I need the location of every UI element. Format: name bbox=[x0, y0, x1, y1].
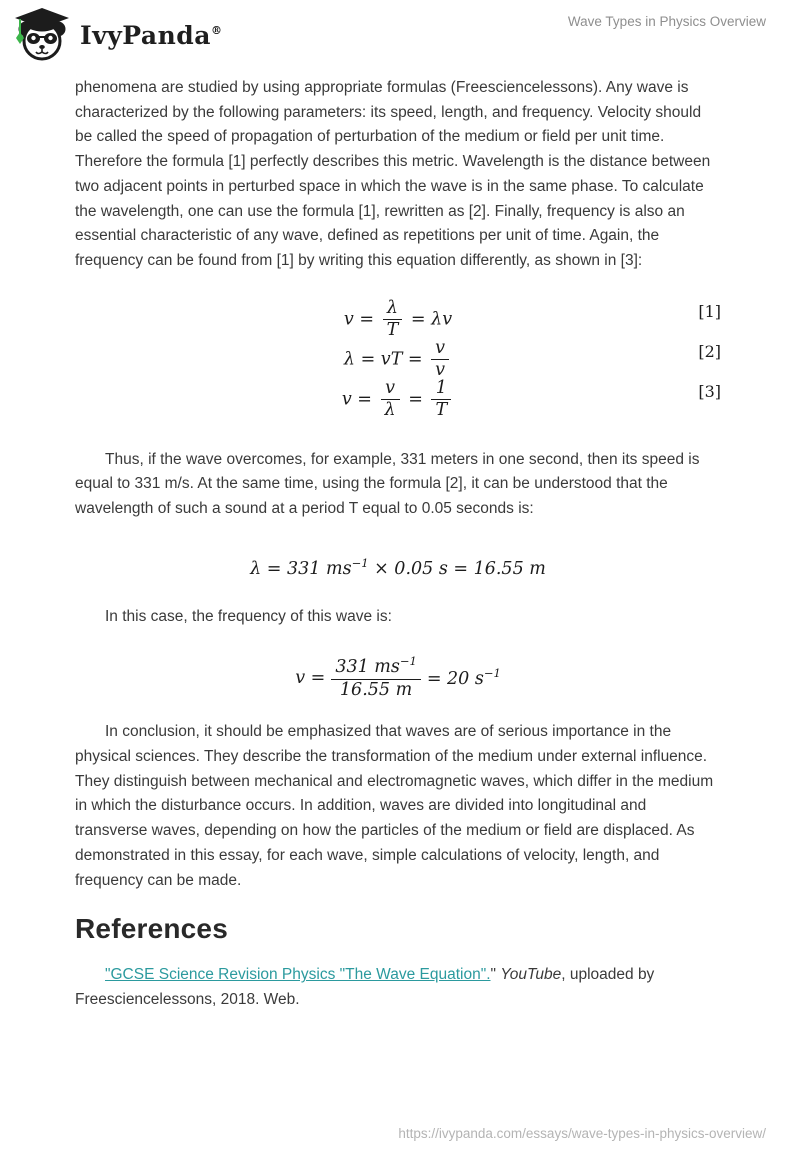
equation-block bbox=[75, 297, 721, 421]
fraction: $\frac{1}{T}$ bbox=[431, 379, 451, 421]
equation-2 bbox=[75, 337, 721, 381]
fraction: $\frac{v}{v}$ bbox=[431, 339, 449, 381]
reference-entry bbox=[75, 963, 721, 1012]
equation-3 bbox=[75, 377, 721, 421]
equation-1-label: [1] bbox=[698, 301, 721, 321]
equation-2-body: λ = vT = $\frac{v}{v}$ bbox=[344, 339, 452, 381]
registered-mark: ® bbox=[210, 23, 223, 37]
reference-link[interactable]: "GCSE Science Revision Physics "The Wave Equation". bbox=[105, 966, 491, 984]
equation-3-label: [3] bbox=[698, 381, 721, 401]
equation-3-body: v = $\frac{v}{\lambda}$ = $\frac{1}{T}$ bbox=[342, 379, 454, 421]
fraction: $\frac{v}{\lambda}$ bbox=[381, 379, 400, 421]
fraction: $\frac{\lambda}{T}$ bbox=[383, 299, 403, 341]
paragraph-speed-example: Thus, if the wave overcomes, for example, 331 meters in one second, then its speed is equal to 331 m/s. At the same time, using the formula [2], it can be understood that the wavelength of such a sound at a period T equal to 0.05 seconds is: bbox=[75, 450, 700, 518]
article-body bbox=[75, 76, 721, 1013]
page-header bbox=[0, 0, 800, 64]
reference-close-quote: " bbox=[490, 966, 501, 984]
reference-source: YouTube bbox=[500, 966, 562, 984]
paragraph-frequency-intro: In this case, the frequency of this wave is: bbox=[105, 607, 392, 625]
document-title: Wave Types in Physics Overview bbox=[567, 14, 766, 29]
reference-tail: , uploaded by Freesciencelessons, 2018. Web. bbox=[75, 966, 655, 1008]
brand-name bbox=[80, 21, 222, 50]
equation-frequency: v = $\frac{331 ms^{-1}}{16.55 m}$ = 20 $s^{-1}$ bbox=[295, 654, 501, 700]
fraction: $\frac{331 ms^{-1}}{16.55 m}$ bbox=[331, 655, 421, 700]
panda-graduate-icon bbox=[12, 7, 72, 63]
references-heading: References bbox=[75, 913, 228, 945]
paragraph-wave-parameters: phenomena are studied by using appropriate formulas (Freesciencelessons). Any wave is characterized by the following parameters: its speed, length, and frequency. Velocity should be called the speed of propagation of perturbation of the medium or field per unit time. Therefore the formula [1] perfectly describes this metric. Wavelength is the distance between two adjacent points in perturbed space in which the wave is in the same phase. To calculate the wavelength, one can use the formula [1], rewritten as [2]. Finally, frequency is also an essential characteristic of any wave, defined as repetitions per unit of time. Again, the frequency can be found from [1] by writing this equation differently, as shown in [3]: bbox=[75, 79, 711, 269]
brand-name-text: IvyPanda bbox=[80, 20, 211, 50]
equation-1 bbox=[75, 297, 721, 341]
paragraph-conclusion: In conclusion, it should be emphasized that waves are of serious importance in the physical sciences. They describe the transformation of the medium under external influence. They distinguish between mechanical and electromagnetic waves, which differ in the medium in which the disturbance occurs. In addition, waves are divided into longitudinal and transverse waves, depending on how the particles of the medium or field are displaced. As demonstrated in this essay, for each wave, simple calculations of velocity, length, and frequency can be made. bbox=[75, 723, 714, 889]
ivypanda-logo[interactable] bbox=[12, 7, 222, 63]
equation-2-label: [2] bbox=[698, 341, 721, 361]
equation-1-body: v = $\frac{\lambda}{T}$ = λv bbox=[343, 297, 453, 341]
page-url: https://ivypanda.com/essays/wave-types-in-physics-overview/ bbox=[398, 1126, 766, 1141]
equation-wavelength: λ = 331 $ms^{-1} \times 0.05$ s = 16.55 m bbox=[250, 555, 546, 579]
